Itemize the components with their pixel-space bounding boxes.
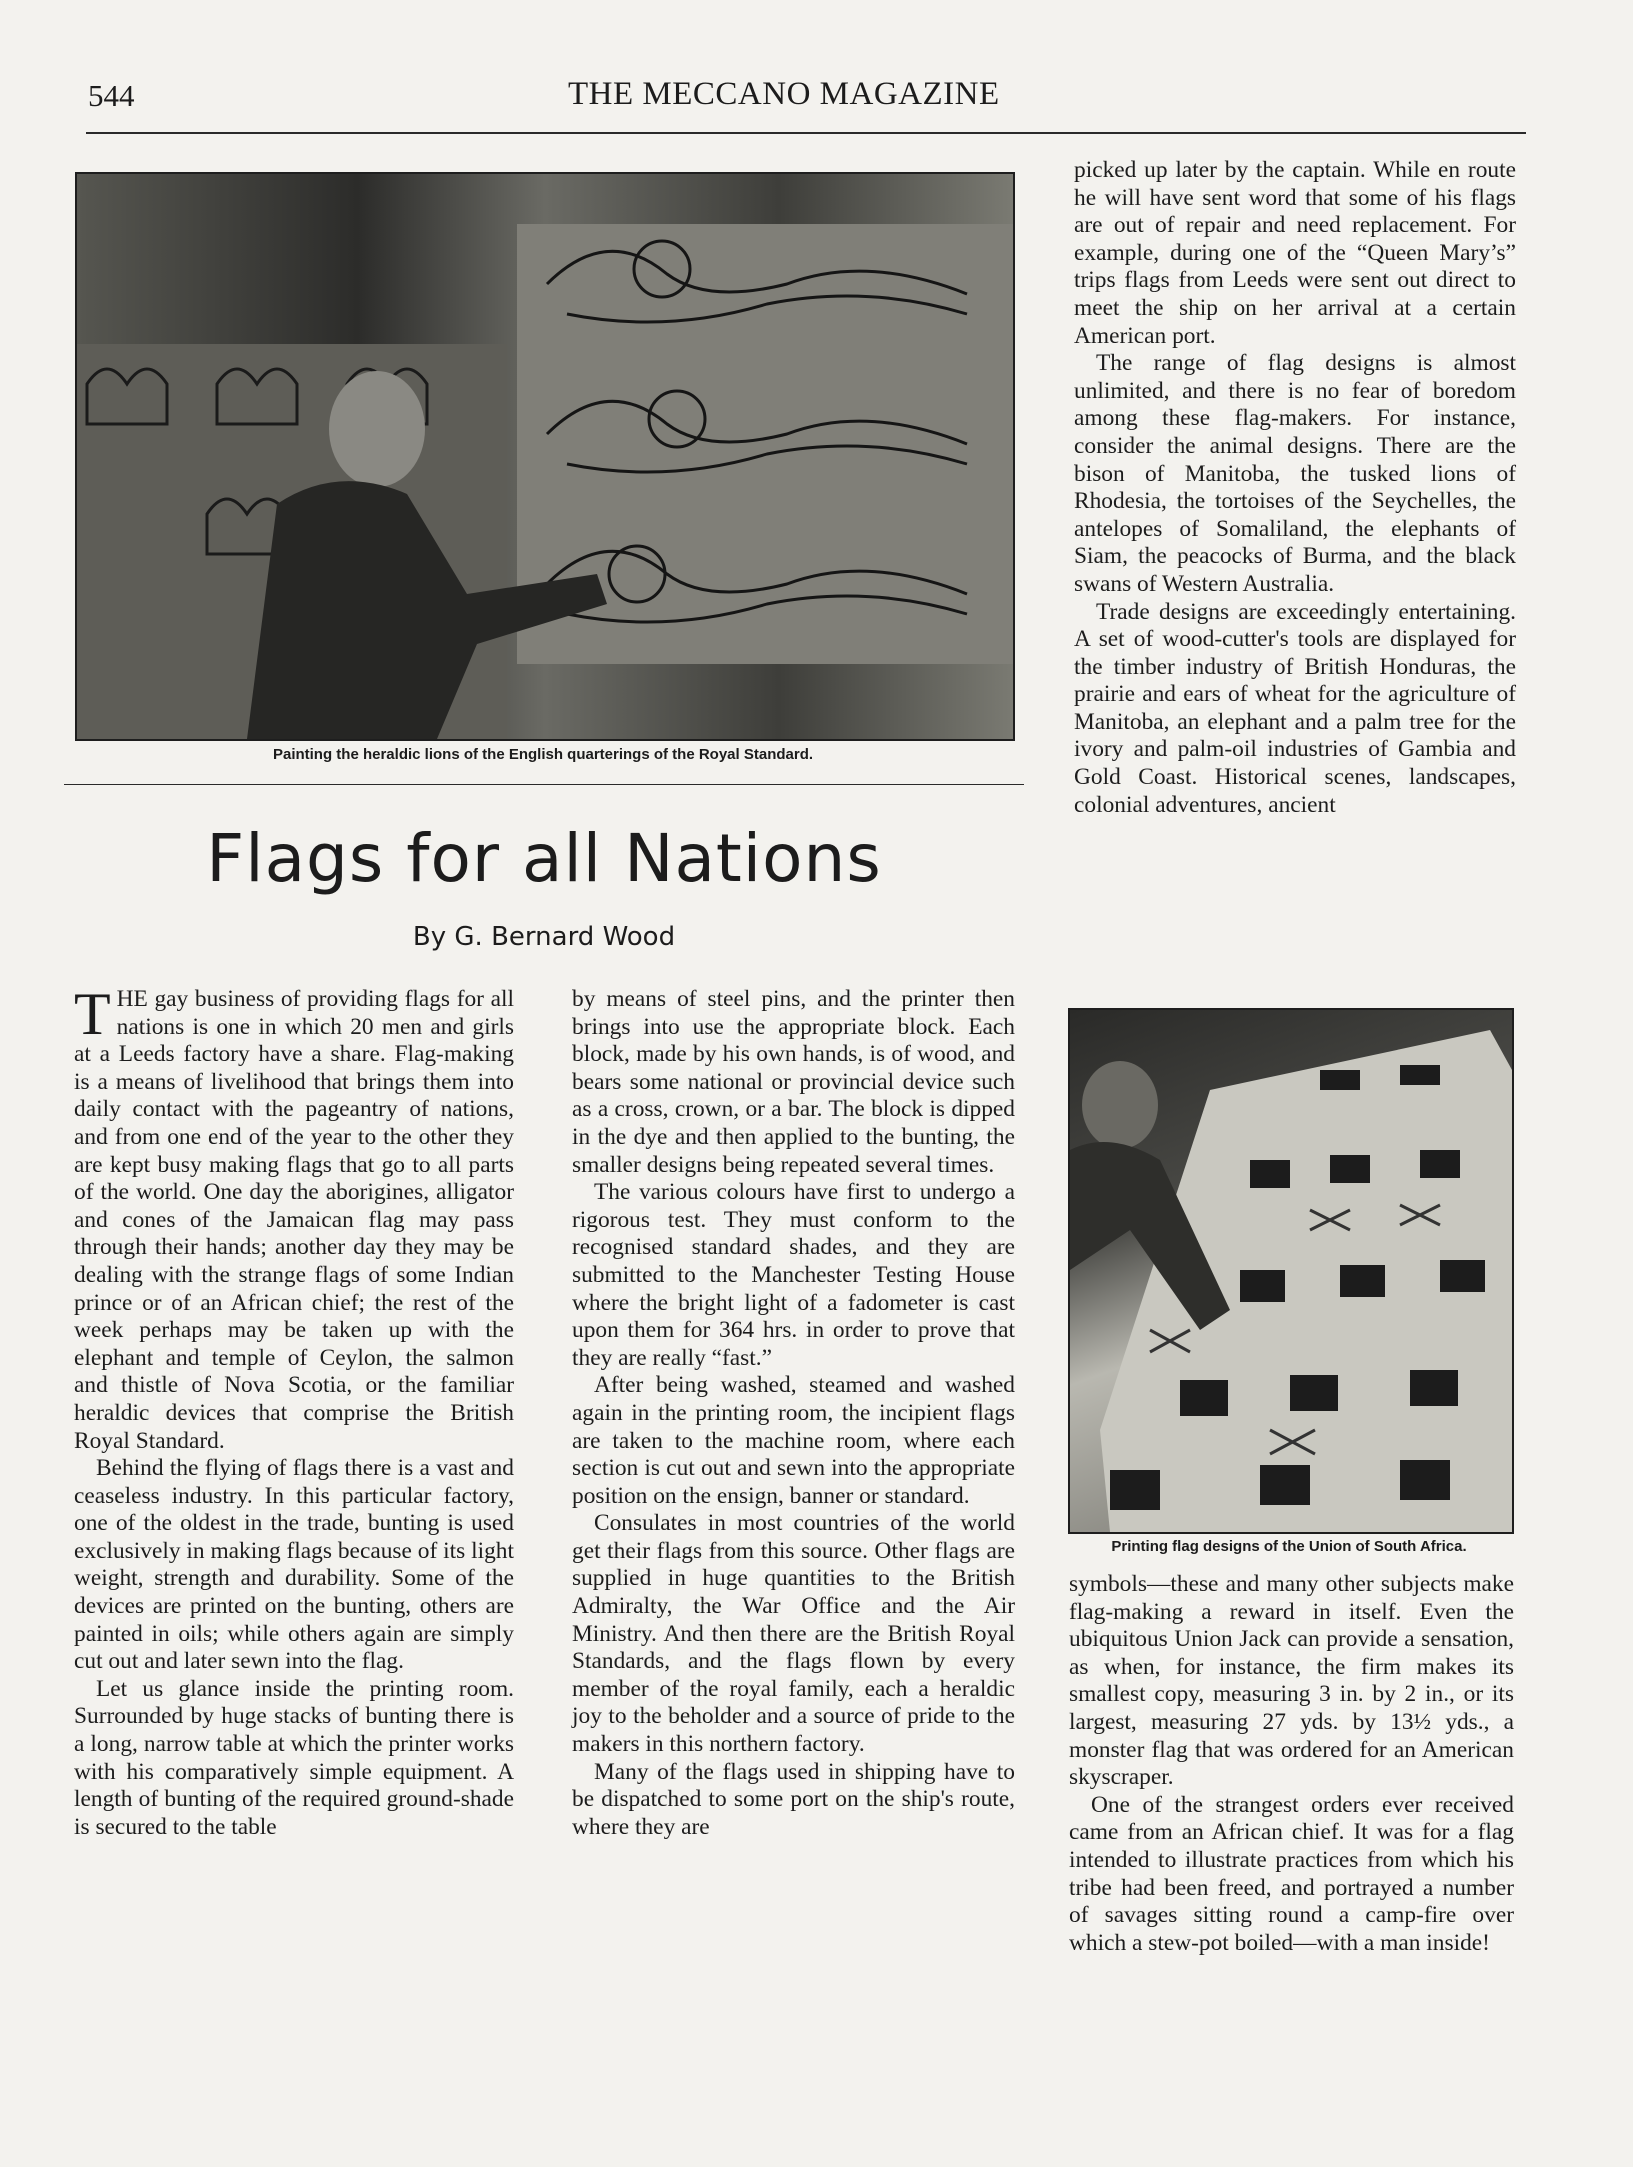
- paragraph-text: HE gay business of providing flags for all nations is one in which 20 men and girls at a Leeds factory have a share. Flag-making is a means of livelihood that brings them into daily contact with the pageantry of nations, and from one end of the year to the other they are kept busy making flags that go to all parts of the world. One day the aborigines, alligator and cones of the Jamaican flag may pass through their hands; another day they may be dealing with the strange flags of some Indian prince or of an African chief; the rest of the week perhaps may be taken up with the elephant and temple of Ceylon, the salmon and thistle of Nova Scotia, or the familiar heraldic devices that comprise the British Royal Standard.: [74, 986, 514, 1454]
- text-column-2: [572, 986, 1015, 1841]
- paragraph: The various colours have first to undergo a rigorous test. They must conform to the recognised standard shades, and they are submitted to the Manchester Testing House where the bright light of a fadometer is cast upon them for 364 hrs. in order to prove that they are really “fast.”: [572, 1179, 1015, 1371]
- magazine-title: THE MECCANO MAGAZINE: [568, 76, 1000, 112]
- photo-printing-flags: [1068, 1008, 1514, 1534]
- paragraph: picked up later by the captain. While en route he will have sent word that some of his flags are out of repair and need replacement. For example, during one of the “Queen Mary’s” trips flags from Leeds were sent out direct to meet the ship on her arrival at a certain American port.: [1074, 157, 1516, 349]
- article-title: Flags for all Nations: [206, 820, 882, 897]
- text-column-1: [74, 981, 514, 1841]
- text-column-3-bottom: [1069, 1571, 1514, 1957]
- text-column-3-top: [1074, 157, 1516, 819]
- paragraph: Trade designs are exceedingly entertaining. A set of wood-cutter's tools are displayed for the timber industry of British Honduras, the prairie and ears of wheat for the agriculture of Manitoba, an elephant and a palm tree for the ivory and palm-oil industries of Gambia and Gold Coast. Historical scenes, landscapes, colonial adventures, ancient: [1074, 598, 1516, 818]
- paragraph: symbols—these and many other subjects make flag-making a reward in itself. Even the ubiquitous Union Jack can provide a sensation, as when, for instance, the firm makes its smallest copy, measuring 3 in. by 2 in., or its largest, measuring 27 yds. by 13½ yds., a monster flag that was ordered for an American skyscraper.: [1069, 1571, 1514, 1791]
- photo1-caption: Painting the heraldic lions of the English quarterings of the Royal Standard.: [272, 746, 814, 763]
- page-number: 544: [88, 78, 135, 113]
- article-byline: By G. Bernard Wood: [412, 922, 676, 952]
- paragraph: The range of flag designs is almost unlimited, and there is no fear of boredom among these flag-makers. For instance, consider the animal designs. There are the bison of Manitoba, the tusked lions of Rhodesia, the tortoises of the Seychelles, the antelopes of Somaliland, the elephants of Siam, the peacocks of Burma, and the black swans of Western Australia.: [1074, 350, 1516, 597]
- photo2-caption: Printing flag designs of the Union of South Africa.: [1111, 1538, 1467, 1555]
- title-rule: [64, 784, 1024, 785]
- drop-cap: T: [74, 981, 111, 1047]
- paragraph: One of the strangest orders ever received came from an African chief. It was for a flag intended to illustrate practices from which his tribe had been freed, and portrayed a number of savages sitting round a camp-fire over which a stew-pot boiled—with a man inside!: [1069, 1791, 1514, 1956]
- header-rule: [86, 132, 1526, 134]
- paragraph: After being washed, steamed and washed again in the printing room, the incipient flags are taken to the machine room, where each section is cut out and sewn into the appropriate position on the ensign, banner or standard.: [572, 1372, 1015, 1509]
- paragraph: Behind the flying of flags there is a vast and ceaseless industry. In this particular factory, one of the oldest in the trade, bunting is used exclusively in making flags because of its light weight, strength and durability. Some of the devices are printed on the bunting, others are painted in oils; while others again are simply cut out and later sewn into the flag.: [74, 1455, 514, 1675]
- paragraph: by means of steel pins, and the printer then brings into use the appropriate block. Each block, made by his own hands, is of wood, and bears some national or provincial device such as a cross, crown, or a bar. The block is dipped in the dye and then applied to the bunting, the smaller designs being repeated several times.: [572, 986, 1015, 1178]
- paragraph: Consulates in most countries of the world get their flags from this source. Other flags are supplied in huge quantities to the British Admiralty, the War Office and the Air Ministry. And then there are the British Royal Standards, and the flags flown by every member of the royal family, each a heraldic joy to the beholder and a source of pride to the makers in this northern factory.: [572, 1510, 1015, 1758]
- paragraph: [74, 981, 514, 1455]
- paragraph: Many of the flags used in shipping have to be dispatched to some port on the ship's route, where they are: [572, 1758, 1015, 1840]
- photo-heraldic-lions: [75, 172, 1015, 741]
- paragraph: Let us glance inside the printing room. Surrounded by huge stacks of bunting there is a long, narrow table at which the printer works with his comparatively simple equipment. A length of bunting of the required ground-shade is secured to the table: [74, 1675, 514, 1840]
